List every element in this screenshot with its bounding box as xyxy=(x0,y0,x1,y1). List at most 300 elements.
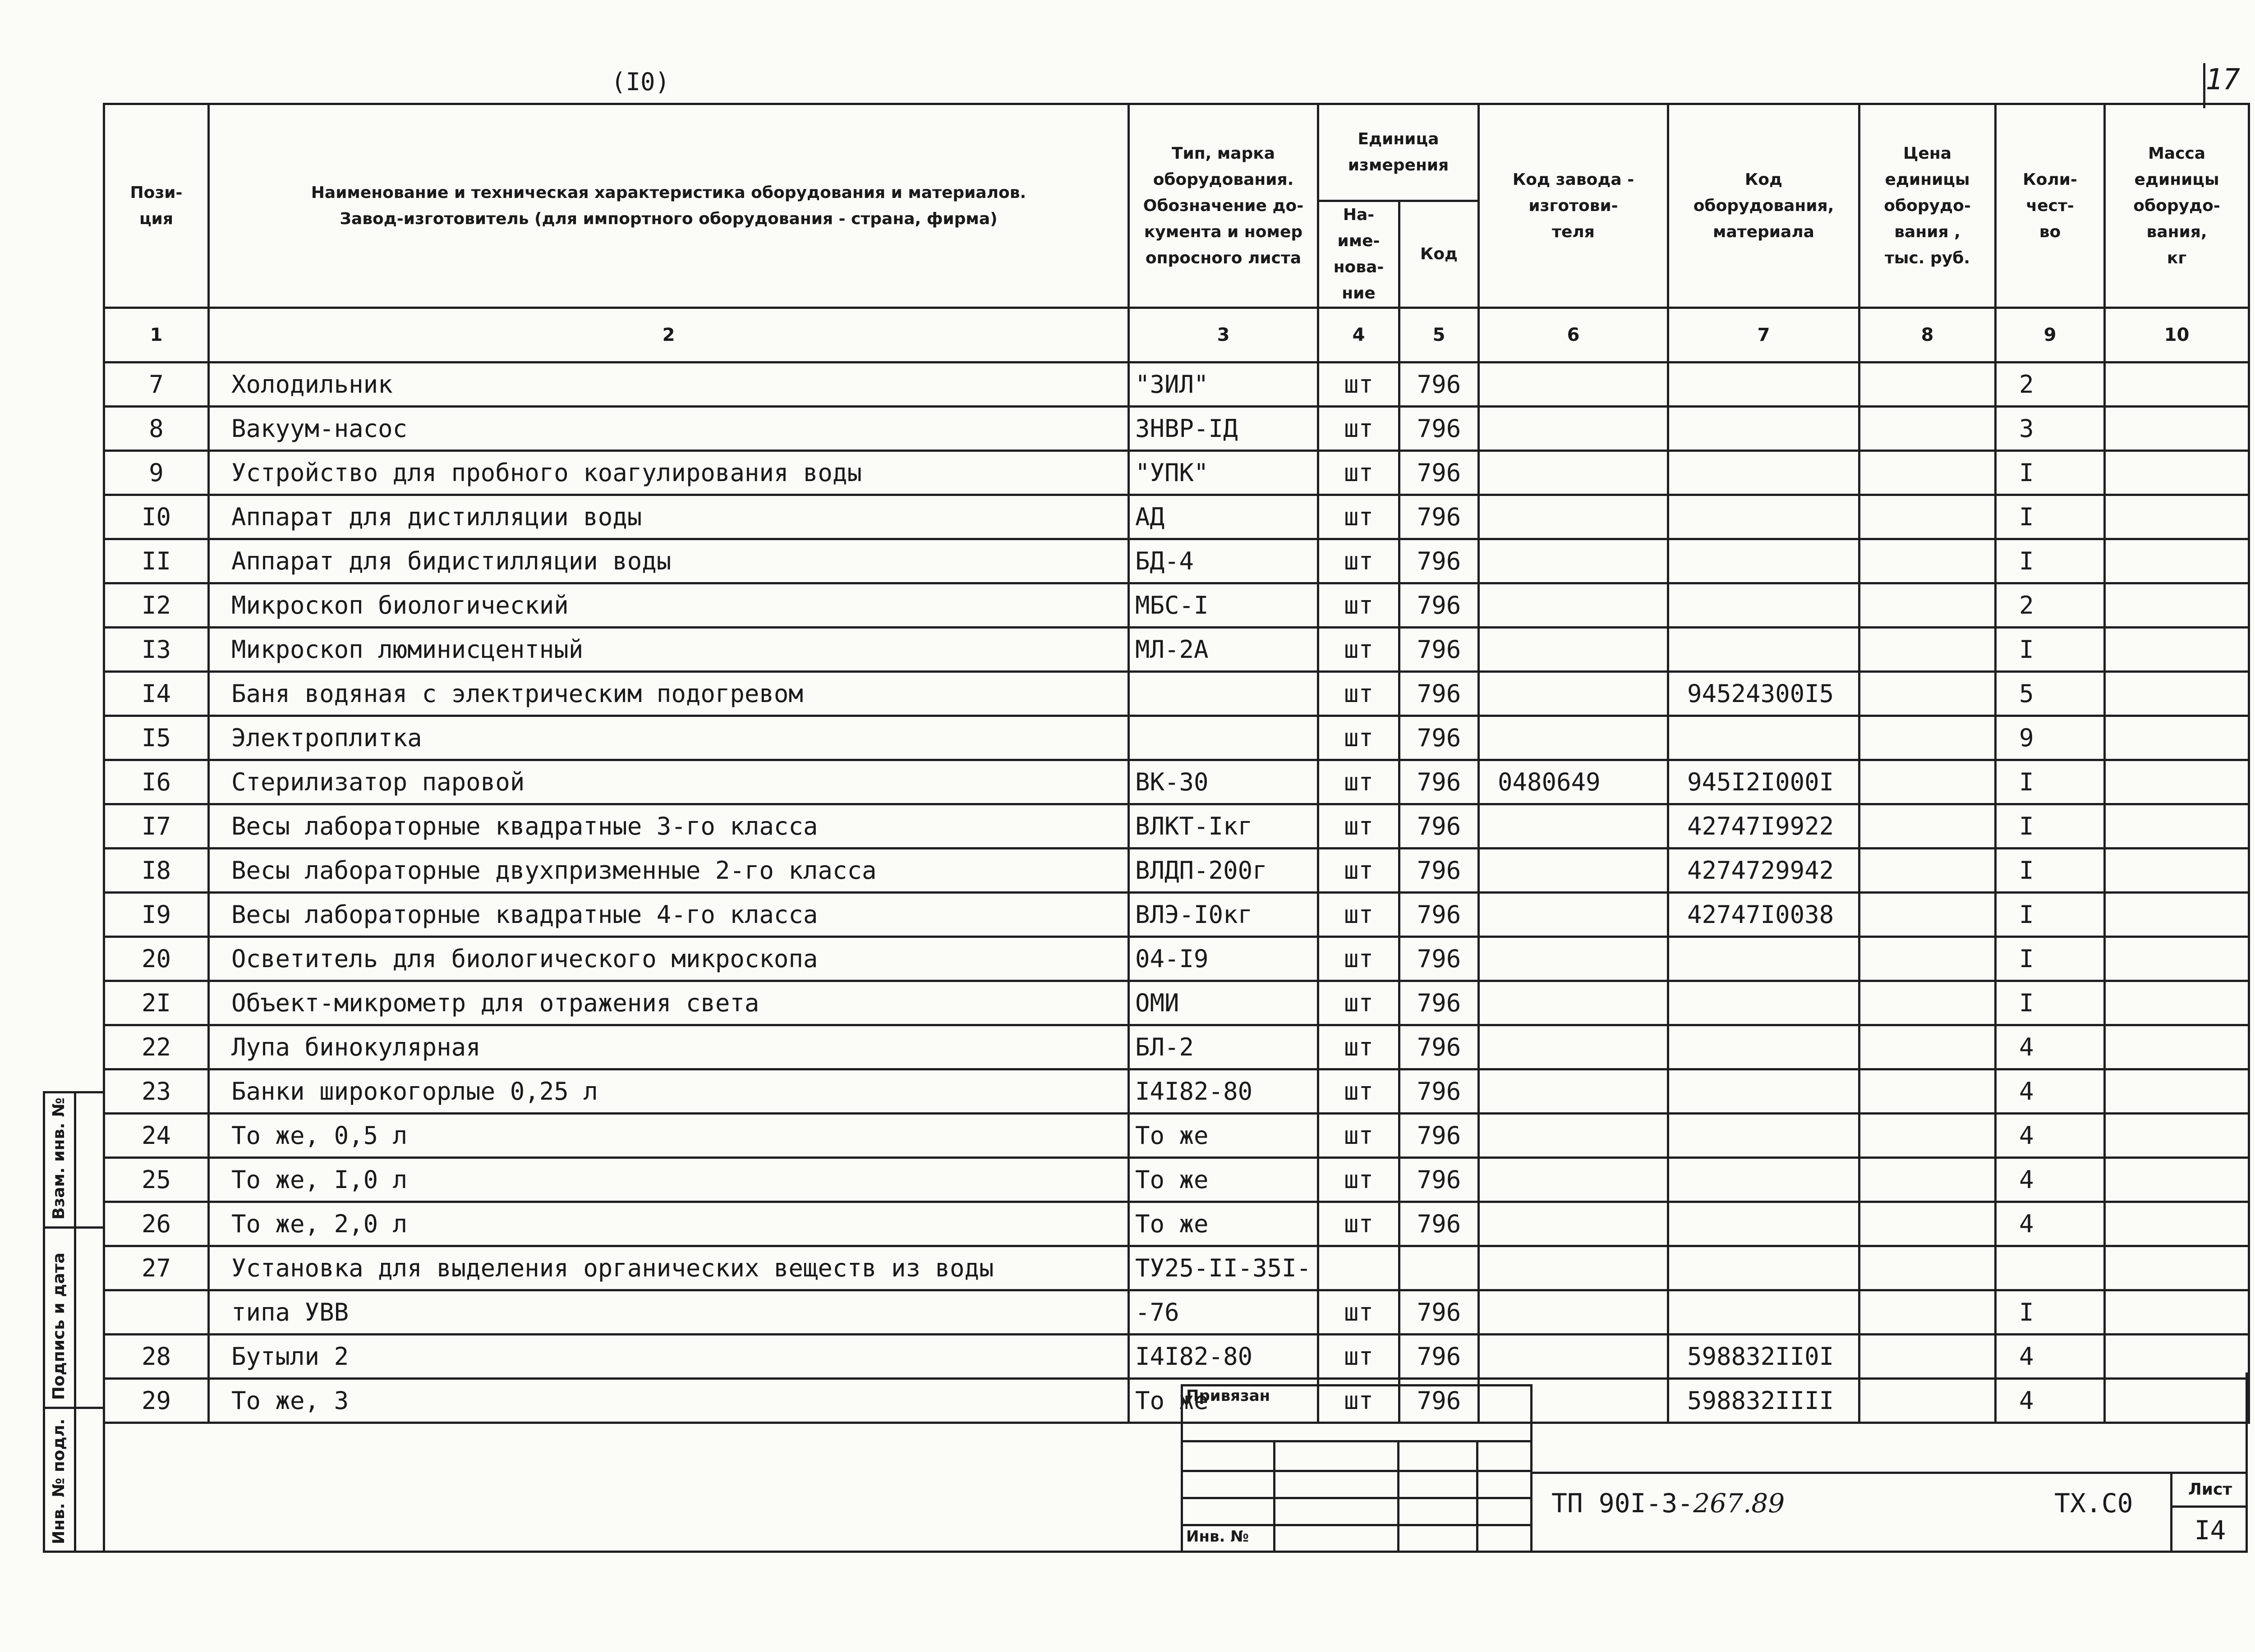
cell-factory-code xyxy=(1479,1069,1668,1114)
cell-quantity: 4 xyxy=(1996,1114,2105,1158)
cell-unit-code: 796 xyxy=(1399,893,1479,937)
cell-unit: шт xyxy=(1318,672,1399,716)
cell-quantity: 4 xyxy=(1996,1025,2105,1069)
cell-type: ЗНВР-IД xyxy=(1129,407,1318,451)
cell-equipment-code xyxy=(1668,1290,1859,1335)
cell-mass xyxy=(2105,981,2249,1025)
cell-unit-code: 796 xyxy=(1399,760,1479,804)
header-unit: Единица измерения xyxy=(1318,104,1479,201)
cell-unit: шт xyxy=(1318,407,1399,451)
cell-mass xyxy=(2105,1114,2249,1158)
cell-unit: шт xyxy=(1318,804,1399,849)
cell-name: То же, 2,0 л xyxy=(209,1202,1129,1246)
header-position: Пози- ция xyxy=(104,104,209,308)
cell-price xyxy=(1859,672,1996,716)
cell-quantity: 4 xyxy=(1996,1335,2105,1379)
cell-type: То же xyxy=(1129,1158,1318,1202)
cell-quantity: 5 xyxy=(1996,672,2105,716)
cell-unit-code xyxy=(1399,1246,1479,1290)
cell-mass xyxy=(2105,495,2249,539)
cell-equipment-code xyxy=(1668,363,1859,407)
cell-position: I4 xyxy=(104,672,209,716)
cell-unit: шт xyxy=(1318,1158,1399,1202)
cell-quantity: I xyxy=(1996,1290,2105,1335)
cell-quantity: 2 xyxy=(1996,583,2105,628)
cell-factory-code xyxy=(1479,1246,1668,1290)
binding-line xyxy=(1181,1440,1532,1442)
document-code-handwritten: 267.89 xyxy=(1693,1488,1785,1519)
cell-equipment-code: 4274729942 xyxy=(1668,849,1859,893)
table-row xyxy=(104,760,2249,804)
document-code-printed: ТП 90I-3- xyxy=(1551,1488,1694,1519)
binding-col-line xyxy=(1273,1440,1275,1551)
cell-mass xyxy=(2105,451,2249,495)
cell-position: I8 xyxy=(104,849,209,893)
table-row xyxy=(104,539,2249,583)
table-row xyxy=(104,363,2249,407)
cell-quantity xyxy=(1996,1246,2105,1290)
cell-quantity: 4 xyxy=(1996,1379,2105,1423)
cell-position: II xyxy=(104,539,209,583)
binding-label: Привязан xyxy=(1186,1387,1270,1405)
cell-unit-code: 796 xyxy=(1399,1202,1479,1246)
strip-cell-sign xyxy=(45,1229,103,1409)
cell-position: 29 xyxy=(104,1379,209,1423)
cell-position: I5 xyxy=(104,716,209,760)
cell-equipment-code xyxy=(1668,1069,1859,1114)
cell-unit-code: 796 xyxy=(1399,1335,1479,1379)
cell-equipment-code xyxy=(1668,407,1859,451)
cell-position: 28 xyxy=(104,1335,209,1379)
cell-unit: шт xyxy=(1318,451,1399,495)
cell-equipment-code xyxy=(1668,1158,1859,1202)
cell-name: Микроскоп биологический xyxy=(209,583,1129,628)
cell-price xyxy=(1859,1069,1996,1114)
cell-position: 9 xyxy=(104,451,209,495)
cell-price xyxy=(1859,804,1996,849)
table-row xyxy=(104,1069,2249,1114)
strip-label-orig-inv: Инв. № подл. xyxy=(50,1418,68,1544)
cell-mass xyxy=(2105,760,2249,804)
cell-unit: шт xyxy=(1318,583,1399,628)
table-row xyxy=(104,849,2249,893)
cell-price xyxy=(1859,1114,1996,1158)
table-row xyxy=(104,1025,2249,1069)
cell-type: ВК-30 xyxy=(1129,760,1318,804)
sheet-box xyxy=(2170,1472,2248,1553)
cell-type: 04-I9 xyxy=(1129,937,1318,981)
cell-type: ВЛЭ-I0кг xyxy=(1129,893,1318,937)
column-number: 4 xyxy=(1318,308,1399,363)
binding-line xyxy=(1181,1497,1532,1499)
cell-factory-code xyxy=(1479,539,1668,583)
cell-type: I4I82-80 xyxy=(1129,1069,1318,1114)
bottom-frame xyxy=(103,1372,2248,1553)
binding-block xyxy=(1181,1384,1532,1551)
column-number: 6 xyxy=(1479,308,1668,363)
cell-unit: шт xyxy=(1318,495,1399,539)
cell-name: Аппарат для бидистилляции воды xyxy=(209,539,1129,583)
cell-factory-code xyxy=(1479,672,1668,716)
inventory-label: Инв. № xyxy=(1186,1528,1249,1546)
cell-quantity: I xyxy=(1996,849,2105,893)
cell-mass xyxy=(2105,804,2249,849)
cell-quantity: I xyxy=(1996,539,2105,583)
header-quantity: Коли- чест- во xyxy=(1996,104,2105,308)
cell-quantity: I xyxy=(1996,937,2105,981)
cell-price xyxy=(1859,1202,1996,1246)
cell-name: Электроплитка xyxy=(209,716,1129,760)
cell-name: То же, 0,5 л xyxy=(209,1114,1129,1158)
cell-unit: шт xyxy=(1318,716,1399,760)
table-row xyxy=(104,451,2249,495)
cell-type: То же xyxy=(1129,1202,1318,1246)
cell-name: Банки широкогорлые 0,25 л xyxy=(209,1069,1129,1114)
cell-mass xyxy=(2105,539,2249,583)
cell-equipment-code xyxy=(1668,628,1859,672)
cell-unit-code: 796 xyxy=(1399,1025,1479,1069)
cell-position: I7 xyxy=(104,804,209,849)
cell-factory-code xyxy=(1479,981,1668,1025)
cell-position: 26 xyxy=(104,1202,209,1246)
cell-price xyxy=(1859,981,1996,1025)
cell-equipment-code xyxy=(1668,1114,1859,1158)
cell-type xyxy=(1129,672,1318,716)
cell-quantity: 4 xyxy=(1996,1069,2105,1114)
strip-cell-orig xyxy=(45,1409,103,1551)
cell-factory-code xyxy=(1479,893,1668,937)
cell-factory-code xyxy=(1479,407,1668,451)
cell-mass xyxy=(2105,1246,2249,1290)
cell-unit-code: 796 xyxy=(1399,716,1479,760)
cell-quantity: I xyxy=(1996,495,2105,539)
table-row xyxy=(104,981,2249,1025)
cell-position: 8 xyxy=(104,407,209,451)
cell-price xyxy=(1859,760,1996,804)
column-number: 1 xyxy=(104,308,209,363)
cell-factory-code xyxy=(1479,1025,1668,1069)
cell-quantity: I xyxy=(1996,893,2105,937)
cell-name: Весы лабораторные двухпризменные 2-го класса xyxy=(209,849,1129,893)
cell-equipment-code xyxy=(1668,495,1859,539)
cell-unit: шт xyxy=(1318,893,1399,937)
cell-price xyxy=(1859,1335,1996,1379)
cell-unit: шт xyxy=(1318,539,1399,583)
cell-unit-code: 796 xyxy=(1399,628,1479,672)
cell-name: Аппарат для дистилляции воды xyxy=(209,495,1129,539)
cell-factory-code xyxy=(1479,583,1668,628)
table-row xyxy=(104,716,2249,760)
cell-factory-code xyxy=(1479,451,1668,495)
cell-equipment-code xyxy=(1668,981,1859,1025)
cell-name: Холодильник xyxy=(209,363,1129,407)
cell-name: Объект-микрометр для отражения света xyxy=(209,981,1129,1025)
cell-price xyxy=(1859,363,1996,407)
cell-unit: шт xyxy=(1318,363,1399,407)
cell-position: 2I xyxy=(104,981,209,1025)
cell-factory-code xyxy=(1479,1158,1668,1202)
cell-type: АД xyxy=(1129,495,1318,539)
cell-unit: шт xyxy=(1318,1379,1399,1423)
binding-line xyxy=(1181,1470,1532,1472)
cell-position: 23 xyxy=(104,1069,209,1114)
cell-quantity: I xyxy=(1996,981,2105,1025)
header-equipment-code: Код оборудования, материала xyxy=(1668,104,1859,308)
cell-equipment-code xyxy=(1668,539,1859,583)
cell-name: Стерилизатор паровой xyxy=(209,760,1129,804)
column-number: 10 xyxy=(2105,308,2249,363)
cell-mass xyxy=(2105,407,2249,451)
cell-equipment-code xyxy=(1668,1202,1859,1246)
cell-name: типа УВВ xyxy=(209,1290,1129,1335)
document-mark: ТХ.С0 xyxy=(2054,1488,2133,1519)
cell-unit-code: 796 xyxy=(1399,804,1479,849)
cell-unit: шт xyxy=(1318,981,1399,1025)
cell-quantity: 2 xyxy=(1996,363,2105,407)
strip-label-replace-inv: Взам. инв. № xyxy=(50,1097,68,1220)
cell-quantity: 4 xyxy=(1996,1202,2105,1246)
cell-name: Устройство для пробного коагулирования воды xyxy=(209,451,1129,495)
cell-type: МБС-I xyxy=(1129,583,1318,628)
cell-name: Осветитель для биологического микроскопа xyxy=(209,937,1129,981)
cell-factory-code xyxy=(1479,937,1668,981)
cell-equipment-code xyxy=(1668,937,1859,981)
strip-divider xyxy=(74,1229,76,1407)
cell-quantity: I xyxy=(1996,451,2105,495)
cell-equipment-code xyxy=(1668,451,1859,495)
cell-factory-code: 0480649 xyxy=(1479,760,1668,804)
cell-unit-code: 796 xyxy=(1399,539,1479,583)
cell-factory-code xyxy=(1479,849,1668,893)
cell-factory-code xyxy=(1479,1290,1668,1335)
cell-unit: шт xyxy=(1318,937,1399,981)
cell-mass xyxy=(2105,1202,2249,1246)
cell-price xyxy=(1859,583,1996,628)
header-mass: Масса единицы оборудо- вания, кг xyxy=(2105,104,2249,308)
cell-name: То же, 3 xyxy=(209,1379,1129,1423)
cell-unit xyxy=(1318,1246,1399,1290)
cell-position: I3 xyxy=(104,628,209,672)
cell-unit: шт xyxy=(1318,1202,1399,1246)
cell-name: Установка для выделения органических веществ из воды xyxy=(209,1246,1129,1290)
cell-price xyxy=(1859,539,1996,583)
table-row xyxy=(104,1202,2249,1246)
strip-label-sign-date: Подпись и дата xyxy=(50,1253,68,1400)
column-number: 3 xyxy=(1129,308,1318,363)
cell-name: Вакуум-насос xyxy=(209,407,1129,451)
cell-unit-code: 796 xyxy=(1399,407,1479,451)
cell-factory-code xyxy=(1479,1114,1668,1158)
column-number: 2 xyxy=(209,308,1129,363)
cell-name: Весы лабораторные квадратные 3-го класса xyxy=(209,804,1129,849)
cell-type: ВЛКТ-Iкг xyxy=(1129,804,1318,849)
cell-type: I4I82-80 xyxy=(1129,1335,1318,1379)
document-code xyxy=(1551,1488,1785,1519)
header-name: Наименование и техническая характеристика оборудования и материалов. Завод-изготовитель (для импортного оборудования - страна, фирма) xyxy=(209,104,1129,308)
cell-unit: шт xyxy=(1318,849,1399,893)
cell-type: ОМИ xyxy=(1129,981,1318,1025)
cell-price xyxy=(1859,849,1996,893)
sheet-label: Лист xyxy=(2172,1474,2248,1508)
cell-name: Микроскоп люминисцентный xyxy=(209,628,1129,672)
cell-type: "ЗИЛ" xyxy=(1129,363,1318,407)
cell-position: I9 xyxy=(104,893,209,937)
cell-price xyxy=(1859,495,1996,539)
cell-price xyxy=(1859,1246,1996,1290)
cell-position: 20 xyxy=(104,937,209,981)
cell-type: -76 xyxy=(1129,1290,1318,1335)
binding-col-line xyxy=(1397,1440,1399,1551)
binding-line xyxy=(1181,1524,1532,1526)
cell-unit-code: 796 xyxy=(1399,1158,1479,1202)
cell-equipment-code: 42747I9922 xyxy=(1668,804,1859,849)
header-unit-code: Код xyxy=(1399,201,1479,308)
cell-mass xyxy=(2105,1158,2249,1202)
cell-equipment-code: 42747I0038 xyxy=(1668,893,1859,937)
cell-mass xyxy=(2105,716,2249,760)
cell-quantity: I xyxy=(1996,804,2105,849)
cell-price xyxy=(1859,1025,1996,1069)
cell-equipment-code: 945I2I000I xyxy=(1668,760,1859,804)
column-number-row xyxy=(104,308,2249,363)
cell-mass xyxy=(2105,893,2249,937)
table-row xyxy=(104,628,2249,672)
cell-quantity: I xyxy=(1996,760,2105,804)
cell-quantity: I xyxy=(1996,628,2105,672)
cell-unit-code: 796 xyxy=(1399,495,1479,539)
column-number: 8 xyxy=(1859,308,1996,363)
cell-factory-code xyxy=(1479,495,1668,539)
cell-unit-code: 796 xyxy=(1399,937,1479,981)
strip-divider xyxy=(74,1409,76,1551)
cell-price xyxy=(1859,937,1996,981)
cell-type: МЛ-2А xyxy=(1129,628,1318,672)
cell-position: 27 xyxy=(104,1246,209,1290)
cell-mass xyxy=(2105,937,2249,981)
cell-mass xyxy=(2105,672,2249,716)
cell-unit-code: 796 xyxy=(1399,672,1479,716)
table-row xyxy=(104,672,2249,716)
cell-name: Баня водяная с электрическим подогревом xyxy=(209,672,1129,716)
strip-cell-replace xyxy=(45,1093,103,1229)
cell-factory-code xyxy=(1479,804,1668,849)
cell-position: 25 xyxy=(104,1158,209,1202)
cell-factory-code xyxy=(1479,1335,1668,1379)
cell-type: БД-4 xyxy=(1129,539,1318,583)
cell-unit-code: 796 xyxy=(1399,451,1479,495)
cell-unit-code: 796 xyxy=(1399,363,1479,407)
sheet-number: I4 xyxy=(2194,1515,2226,1546)
cell-price xyxy=(1859,893,1996,937)
header-type: Тип, марка оборудования. Обозначение до- кумента и номер опросного листа xyxy=(1129,104,1318,308)
cell-price xyxy=(1859,628,1996,672)
cell-position: I6 xyxy=(104,760,209,804)
cell-position: I2 xyxy=(104,583,209,628)
header-factory-code: Код завода - изготови- теля xyxy=(1479,104,1668,308)
cell-type: ВЛДП-200г xyxy=(1129,849,1318,893)
page-number: (I0) xyxy=(611,68,670,96)
cell-unit-code: 796 xyxy=(1399,1290,1479,1335)
cell-unit: шт xyxy=(1318,628,1399,672)
cell-factory-code xyxy=(1479,628,1668,672)
strip-divider xyxy=(74,1093,76,1226)
cell-quantity: 3 xyxy=(1996,407,2105,451)
table-row xyxy=(104,407,2249,451)
cell-name: То же, I,0 л xyxy=(209,1158,1129,1202)
header-price: Цена единицы оборудо- вания , тыс. руб. xyxy=(1859,104,1996,308)
cell-unit: шт xyxy=(1318,1025,1399,1069)
cell-factory-code xyxy=(1479,1202,1668,1246)
cell-mass xyxy=(2105,583,2249,628)
cell-type xyxy=(1129,716,1318,760)
title-block-line xyxy=(1532,1472,2170,1474)
cell-mass xyxy=(2105,1025,2249,1069)
cell-unit-code: 796 xyxy=(1399,1379,1479,1423)
table-body xyxy=(104,363,2249,1423)
table-row xyxy=(104,1158,2249,1202)
cell-type: То же xyxy=(1129,1114,1318,1158)
cell-price xyxy=(1859,451,1996,495)
cell-position: 7 xyxy=(104,363,209,407)
cell-equipment-code xyxy=(1668,1246,1859,1290)
cell-unit-code: 796 xyxy=(1399,583,1479,628)
cell-unit-code: 796 xyxy=(1399,1114,1479,1158)
cell-mass xyxy=(2105,1335,2249,1379)
cell-equipment-code xyxy=(1668,716,1859,760)
table-row xyxy=(104,893,2249,937)
cell-name: Бутыли 2 xyxy=(209,1335,1129,1379)
column-number: 5 xyxy=(1399,308,1479,363)
cell-price xyxy=(1859,1290,1996,1335)
cell-price xyxy=(1859,407,1996,451)
table-row xyxy=(104,1290,2249,1335)
cell-position: I0 xyxy=(104,495,209,539)
table-row xyxy=(104,804,2249,849)
cell-equipment-code xyxy=(1668,583,1859,628)
cell-unit-code: 796 xyxy=(1399,849,1479,893)
cell-mass xyxy=(2105,849,2249,893)
cell-type: ТУ25-II-35I- xyxy=(1129,1246,1318,1290)
specification-table xyxy=(103,103,2250,1424)
left-stamp-strip xyxy=(43,1091,105,1553)
cell-price xyxy=(1859,716,1996,760)
binding-col-line xyxy=(1476,1440,1478,1551)
table-row xyxy=(104,1335,2249,1379)
cell-position xyxy=(104,1290,209,1335)
cell-type: То же xyxy=(1129,1379,1318,1423)
cell-mass xyxy=(2105,1290,2249,1335)
cell-unit: шт xyxy=(1318,1290,1399,1335)
column-number: 9 xyxy=(1996,308,2105,363)
cell-type: "УПК" xyxy=(1129,451,1318,495)
cell-position: 24 xyxy=(104,1114,209,1158)
table-row xyxy=(104,937,2249,981)
table-row xyxy=(104,495,2249,539)
cell-unit: шт xyxy=(1318,760,1399,804)
cell-name: Весы лабораторные квадратные 4-го класса xyxy=(209,893,1129,937)
cell-equipment-code xyxy=(1668,1025,1859,1069)
cell-equipment-code: 598832II0I xyxy=(1668,1335,1859,1379)
table-row xyxy=(104,1246,2249,1290)
cell-quantity: 9 xyxy=(1996,716,2105,760)
cell-mass xyxy=(2105,1069,2249,1114)
cell-unit-code: 796 xyxy=(1399,1069,1479,1114)
cell-equipment-code: 94524300I5 xyxy=(1668,672,1859,716)
cell-price xyxy=(1859,1158,1996,1202)
cell-unit: шт xyxy=(1318,1069,1399,1114)
cell-mass xyxy=(2105,628,2249,672)
cell-name: Лупа бинокулярная xyxy=(209,1025,1129,1069)
